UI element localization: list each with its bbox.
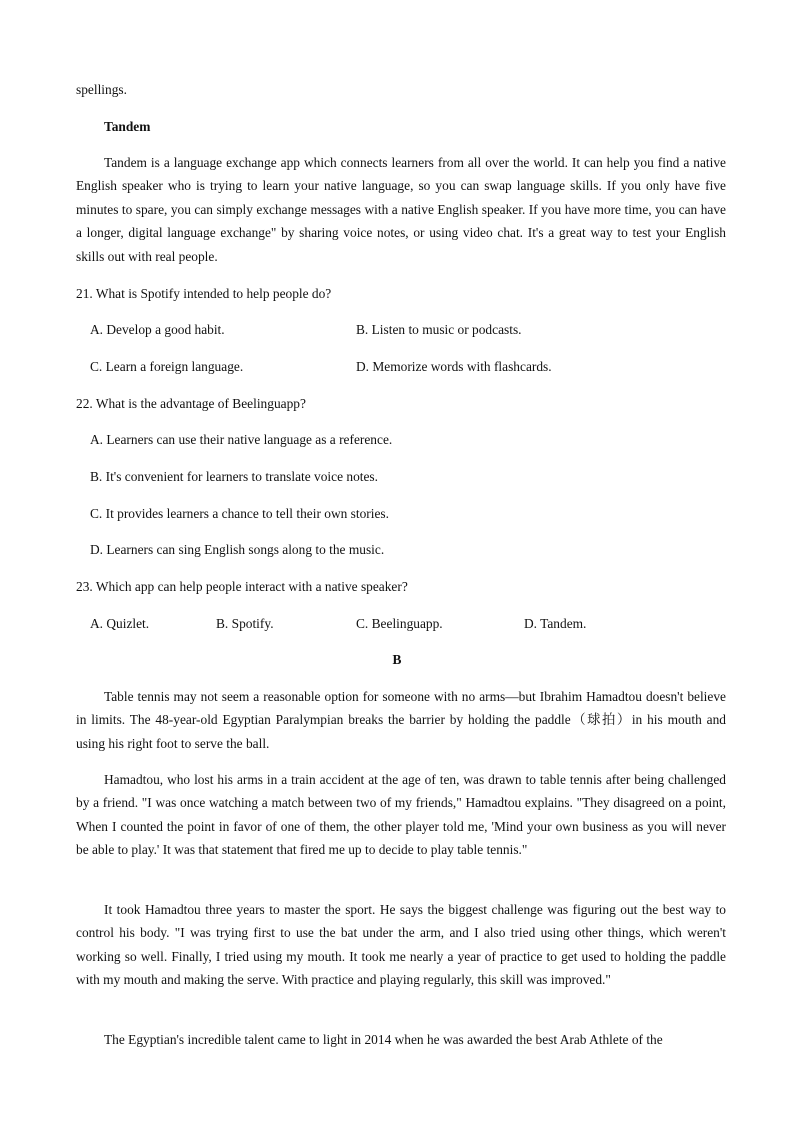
- q22-option-d: D. Learners can sing English songs along to the music.: [90, 542, 385, 557]
- continuation-text: spellings.: [76, 82, 127, 97]
- q21-option-c: C. Learn a foreign language.: [90, 359, 244, 374]
- q21-option-d: D. Memorize words with flashcards.: [356, 359, 552, 374]
- question-21: 21. What is Spotify intended to help people do?: [76, 286, 332, 301]
- section-b-paragraph-4: The Egyptian's incredible talent came to light in 2014 when he was awarded the best Arab Athlete of the: [104, 1032, 663, 1047]
- q21-option-b: B. Listen to music or podcasts.: [356, 322, 522, 337]
- section-b-paragraph-1: Table tennis may not seem a reasonable option for someone with no arms—but Ibrahim Hamadtou doesn't believe in limits. The 48-year-old Egyptian Paralympian breaks the barrier by holding the paddle（球拍）in his mouth and using his right foot to serve the ball.: [76, 689, 726, 751]
- section-b-heading: B: [392, 652, 402, 667]
- q22-option-b: B. It's convenient for learners to translate voice notes.: [90, 469, 378, 484]
- section-b-paragraph-3: It took Hamadtou three years to master the sport. He says the biggest challenge was figuring out the best way to control his body. "I was trying first to use the bat under the arm, and I also tried using other things, which weren't working so well. Finally, I tried using my mouth. It took me nearly a year of practice to get used to holding the paddle with my mouth and making the serve. With practice and playing regularly, this skill was improved.": [76, 902, 726, 988]
- tandem-heading: Tandem: [104, 119, 151, 134]
- question-22: 22. What is the advantage of Beelinguapp?: [76, 396, 306, 411]
- q21-option-a: A. Develop a good habit.: [90, 322, 225, 337]
- question-23: 23. Which app can help people interact with a native speaker?: [76, 579, 408, 594]
- q23-option-a: A. Quizlet.: [90, 616, 150, 631]
- q23-option-b: B. Spotify.: [216, 616, 274, 631]
- q23-option-d: D. Tandem.: [524, 616, 587, 631]
- q22-option-a: A. Learners can use their native language as a reference.: [90, 432, 393, 447]
- q22-option-c: C. It provides learners a chance to tell their own stories.: [90, 506, 389, 521]
- tandem-paragraph: Tandem is a language exchange app which connects learners from all over the world. It can help you find a native English speaker who is trying to learn your native language, so you can swap language skills. If you only have five minutes to spare, you can simply exchange messages with a native English speaker. If you have more time, you can have a longer, digital language exchange" by sharing voice notes, or using video chat. It's a great way to test your English skills out with real people.: [76, 155, 726, 264]
- section-b-paragraph-2: Hamadtou, who lost his arms in a train accident at the age of ten, was drawn to table tennis after being challenged by a friend. "I was once watching a match between two of my friends," Hamadtou explains. "They disagreed on a point, When I counted the point in favor of one of them, the other player told me, 'Mind your own business as you will never be able to play.' It was that statement that fired me up to decide to play table tennis.": [76, 772, 726, 858]
- q23-option-c: C. Beelinguapp.: [356, 616, 443, 631]
